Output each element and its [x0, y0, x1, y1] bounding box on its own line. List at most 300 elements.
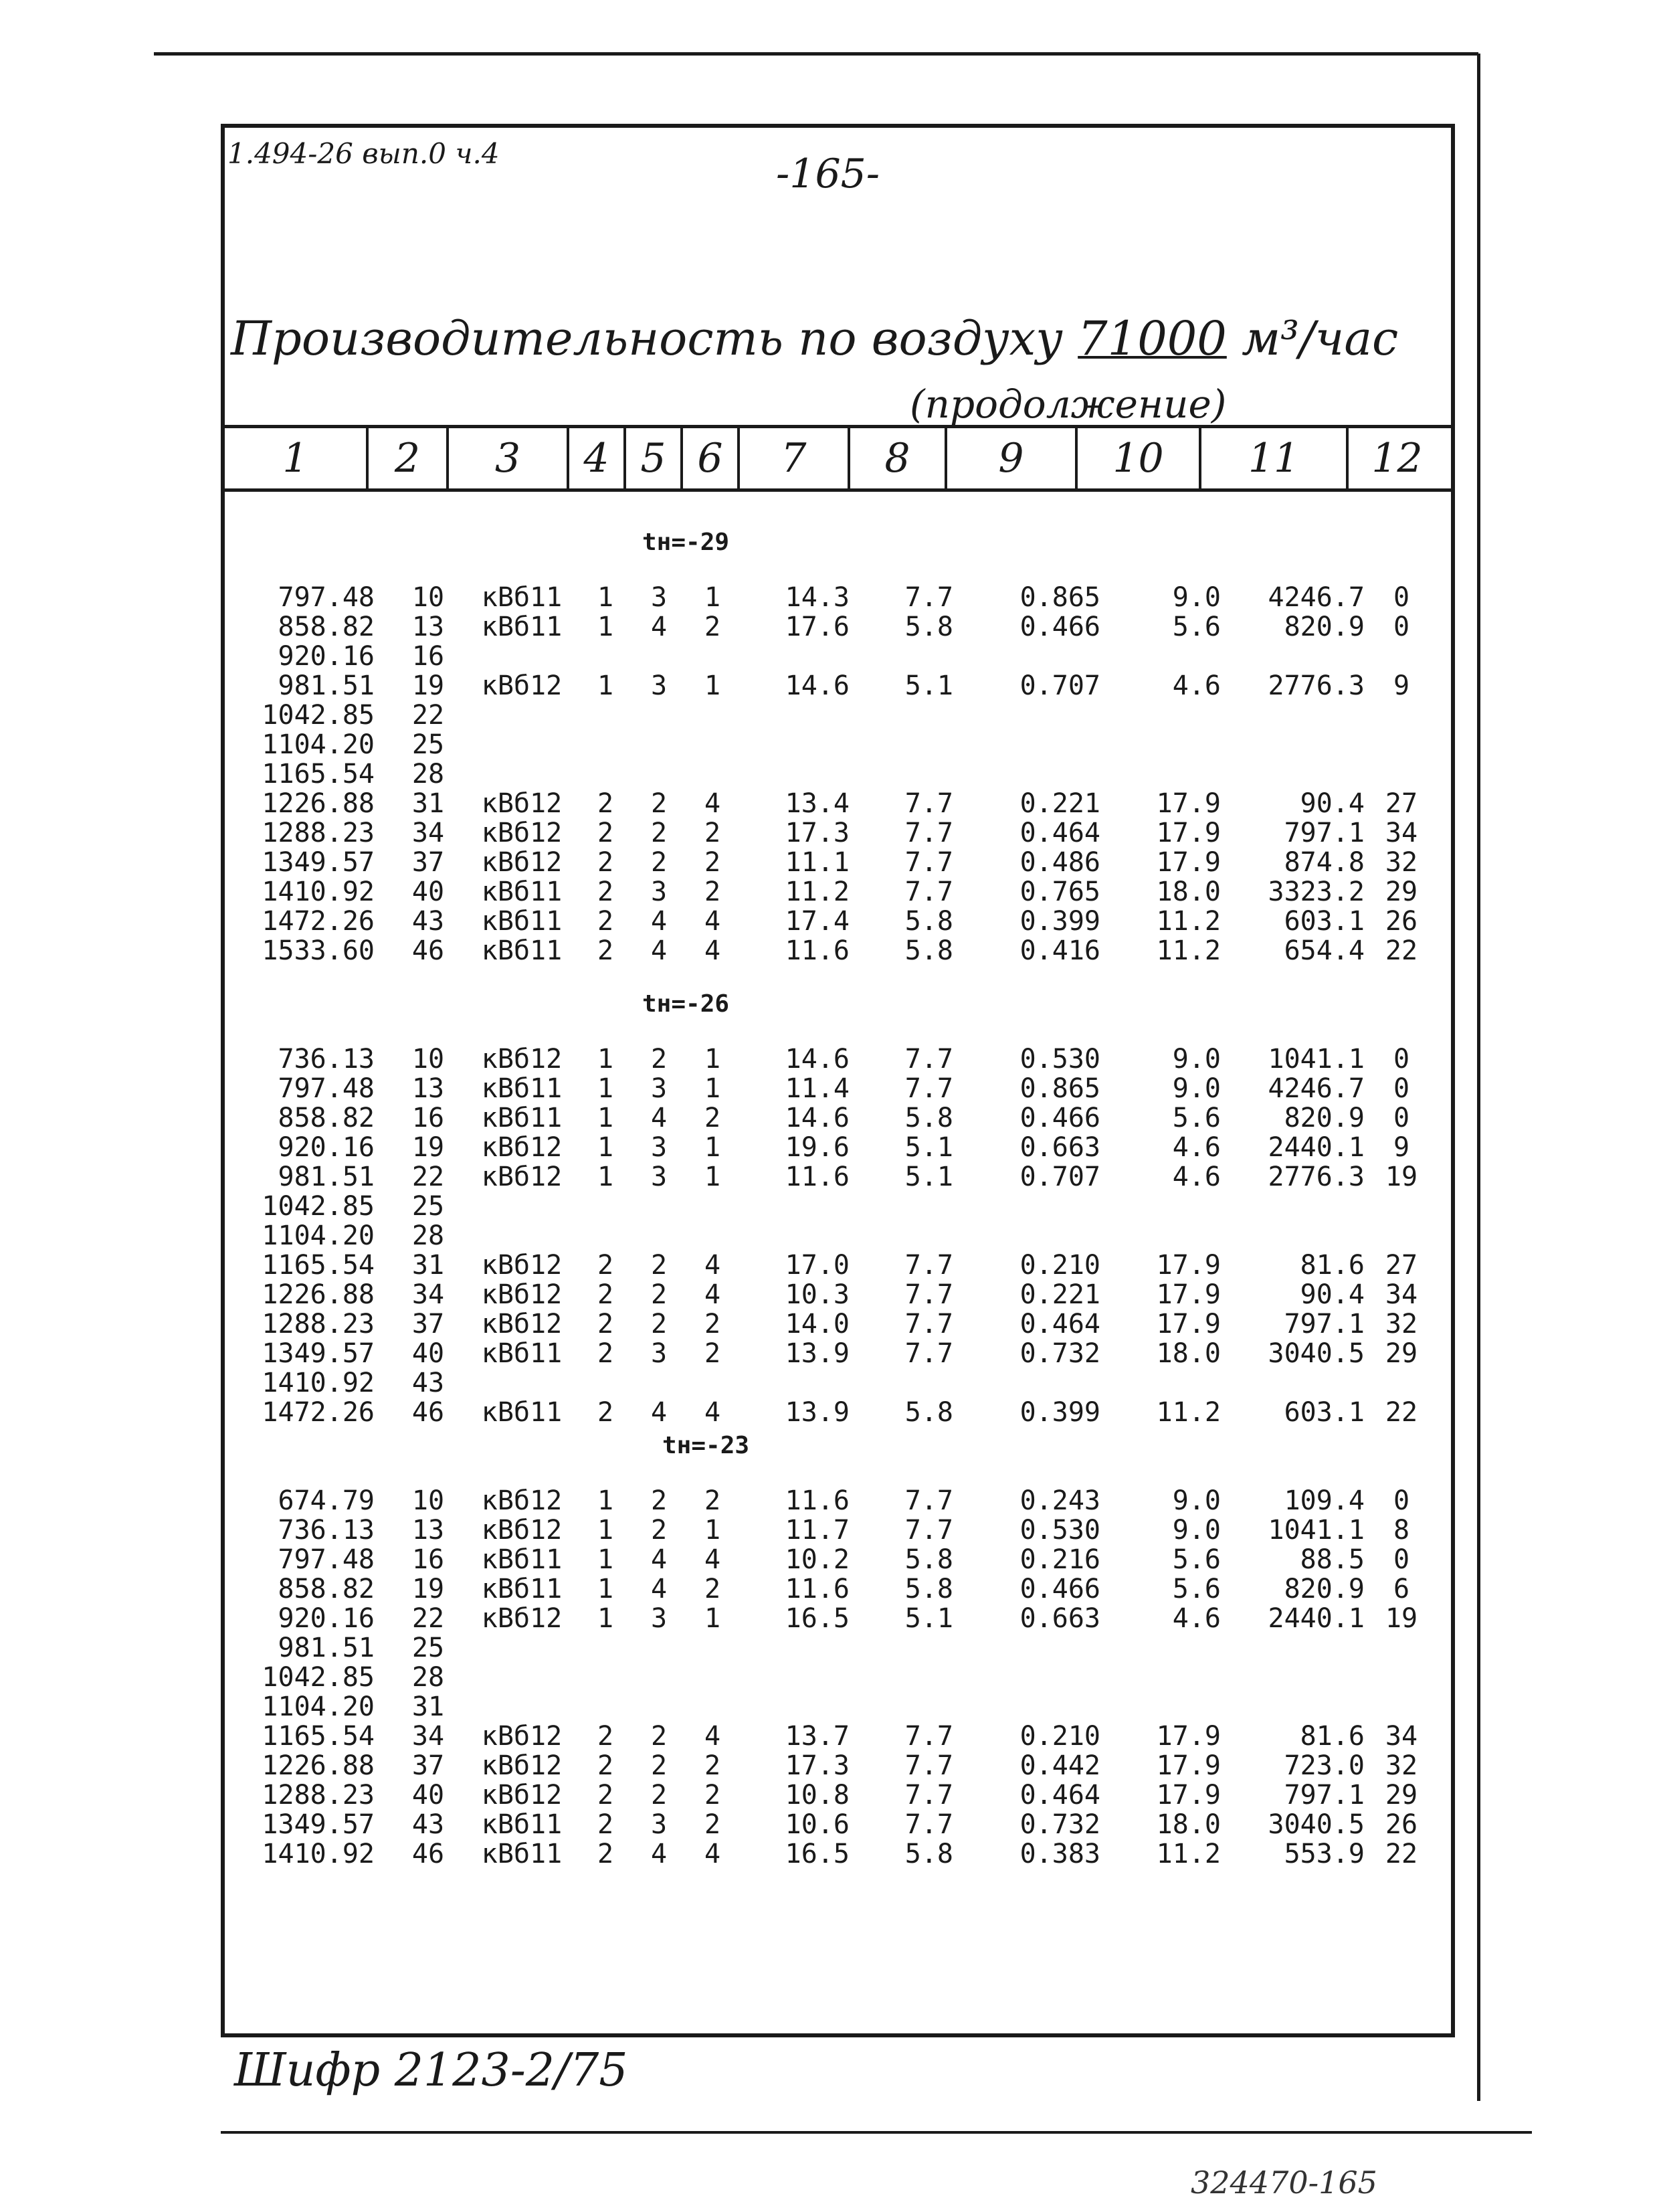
cell-col-8: 7.7	[904, 1780, 953, 1811]
cell-col-6: 4	[704, 1279, 721, 1310]
cell-col-11: 4246.7	[1268, 582, 1365, 613]
cell-col-2: 28	[411, 1220, 445, 1251]
cell-col-10: 17.9	[1156, 818, 1221, 848]
cell-col-5: 4	[650, 935, 668, 966]
cell-col-1: 1472.26	[262, 1397, 375, 1428]
cell-col-7: 11.7	[785, 1515, 850, 1546]
cell-col-9: 0.464	[1019, 818, 1100, 848]
cell-col-4: 1	[597, 1544, 614, 1575]
cell-col-10: 18.0	[1156, 877, 1221, 907]
cell-col-7: 11.6	[785, 935, 850, 966]
table-row	[0, 1809, 1659, 1839]
column-header-1: 1	[225, 428, 369, 488]
cell-col-12: 8	[1393, 1515, 1410, 1546]
cell-col-12: 26	[1385, 906, 1418, 937]
cell-col-3: кВб12	[481, 788, 563, 819]
cell-col-8: 7.7	[904, 1809, 953, 1840]
cell-col-2: 40	[411, 877, 445, 907]
cell-col-10: 17.9	[1156, 1250, 1221, 1281]
cell-col-6: 4	[704, 1721, 721, 1752]
cell-col-12: 19	[1385, 1603, 1418, 1634]
bottom-edge-line	[221, 2131, 1532, 2134]
table-row	[0, 759, 1659, 788]
table-row	[0, 700, 1659, 729]
table-row	[0, 1220, 1659, 1250]
table-row	[0, 729, 1659, 759]
cell-col-6: 2	[704, 877, 721, 907]
cell-col-5: 3	[650, 1809, 668, 1840]
cell-col-7: 11.6	[785, 1162, 850, 1192]
cell-col-9: 0.416	[1019, 935, 1100, 966]
cell-col-5: 2	[650, 1721, 668, 1752]
cell-col-11: 820.9	[1284, 612, 1365, 642]
cell-col-10: 11.2	[1156, 906, 1221, 937]
cell-col-8: 5.1	[904, 670, 953, 701]
cell-col-12: 32	[1385, 1309, 1418, 1340]
table-row	[0, 1721, 1659, 1750]
cell-col-1: 1349.57	[262, 1809, 375, 1840]
cell-col-6: 2	[704, 818, 721, 848]
cell-col-6: 2	[704, 612, 721, 642]
cell-col-4: 2	[597, 877, 614, 907]
cell-col-1: 1104.20	[262, 1691, 375, 1722]
column-header-row	[225, 425, 1451, 492]
cell-col-8: 5.8	[904, 1839, 953, 1869]
cell-col-9: 0.243	[1019, 1485, 1100, 1516]
cell-col-4: 1	[597, 582, 614, 613]
cell-col-7: 13.4	[785, 788, 850, 819]
cell-col-7: 17.3	[785, 818, 850, 848]
cell-col-12: 27	[1385, 788, 1418, 819]
table-row	[0, 1250, 1659, 1279]
footer-code: Шифр 2123-2/75	[234, 2044, 628, 2097]
cell-col-3: кВб12	[481, 1162, 563, 1192]
table-title	[231, 311, 1398, 366]
cell-col-1: 736.13	[278, 1515, 375, 1546]
cell-col-1: 797.48	[278, 1544, 375, 1575]
cell-col-3: кВб11	[481, 935, 563, 966]
cell-col-1: 1288.23	[262, 818, 375, 848]
cell-col-12: 6	[1393, 1574, 1410, 1604]
cell-col-9: 0.399	[1019, 1397, 1100, 1428]
cell-col-8: 7.7	[904, 582, 953, 613]
cell-col-1: 1410.92	[262, 1839, 375, 1869]
title-value: 71000	[1078, 311, 1227, 366]
cell-col-10: 4.6	[1172, 1132, 1221, 1163]
cell-col-9: 0.466	[1019, 612, 1100, 642]
cell-col-12: 0	[1393, 612, 1410, 642]
column-header-7: 7	[740, 428, 850, 488]
cell-col-4: 2	[597, 847, 614, 878]
cell-col-3: кВб11	[481, 582, 563, 613]
cell-col-12: 29	[1385, 1338, 1418, 1369]
cell-col-10: 4.6	[1172, 1603, 1221, 1634]
cell-col-2: 13	[411, 612, 445, 642]
cell-col-4: 2	[597, 935, 614, 966]
cell-col-12: 32	[1385, 847, 1418, 878]
table-row	[0, 1368, 1659, 1397]
cell-col-1: 1042.85	[262, 1191, 375, 1222]
table-row	[0, 1309, 1659, 1338]
cell-col-2: 28	[411, 1662, 445, 1693]
cell-col-1: 858.82	[278, 612, 375, 642]
cell-col-7: 10.2	[785, 1544, 850, 1575]
cell-col-6: 4	[704, 1250, 721, 1281]
cell-col-3: кВб11	[481, 1338, 563, 1369]
cell-col-10: 9.0	[1172, 1485, 1221, 1516]
table-row	[0, 1279, 1659, 1309]
cell-col-7: 14.0	[785, 1309, 850, 1340]
cell-col-12: 0	[1393, 1485, 1410, 1516]
cell-col-2: 13	[411, 1515, 445, 1546]
cell-col-8: 7.7	[904, 1750, 953, 1781]
cell-col-8: 7.7	[904, 1485, 953, 1516]
cell-col-8: 7.7	[904, 1279, 953, 1310]
cell-col-12: 9	[1393, 1132, 1410, 1163]
column-header-10: 10	[1078, 428, 1201, 488]
cell-col-10: 11.2	[1156, 935, 1221, 966]
cell-col-3: кВб12	[481, 1603, 563, 1634]
cell-col-7: 11.2	[785, 877, 850, 907]
cell-col-2: 10	[411, 582, 445, 613]
cell-col-9: 0.530	[1019, 1044, 1100, 1075]
cell-col-1: 797.48	[278, 582, 375, 613]
table-row	[0, 1750, 1659, 1780]
cell-col-4: 2	[597, 1279, 614, 1310]
cell-col-7: 13.9	[785, 1338, 850, 1369]
cell-col-11: 90.4	[1300, 1279, 1365, 1310]
page-number: -165-	[776, 151, 880, 197]
cell-col-7: 16.5	[785, 1603, 850, 1634]
cell-col-11: 1041.1	[1268, 1515, 1365, 1546]
cell-col-2: 16	[411, 641, 445, 672]
table-row	[0, 670, 1659, 700]
table-row	[0, 1839, 1659, 1868]
cell-col-9: 0.216	[1019, 1544, 1100, 1575]
cell-col-2: 10	[411, 1044, 445, 1075]
archive-stamp: 324470-165	[1191, 2164, 1377, 2201]
cell-col-8: 7.7	[904, 1044, 953, 1075]
cell-col-4: 1	[597, 612, 614, 642]
table-row	[0, 877, 1659, 906]
cell-col-4: 2	[597, 1397, 614, 1428]
cell-col-11: 723.0	[1284, 1750, 1365, 1781]
table-row	[0, 1073, 1659, 1103]
cell-col-10: 18.0	[1156, 1809, 1221, 1840]
cell-col-8: 7.7	[904, 818, 953, 848]
cell-col-11: 4246.7	[1268, 1073, 1365, 1104]
cell-col-5: 3	[650, 670, 668, 701]
cell-col-6: 2	[704, 847, 721, 878]
cell-col-2: 25	[411, 1191, 445, 1222]
cell-col-10: 17.9	[1156, 847, 1221, 878]
table-row	[0, 847, 1659, 877]
cell-col-10: 11.2	[1156, 1839, 1221, 1869]
cell-col-8: 7.7	[904, 788, 953, 819]
column-header-6: 6	[683, 428, 740, 488]
cell-col-1: 920.16	[278, 1603, 375, 1634]
cell-col-3: кВб12	[481, 1279, 563, 1310]
cell-col-5: 3	[650, 1073, 668, 1104]
cell-col-1: 1288.23	[262, 1780, 375, 1811]
cell-col-1: 981.51	[278, 670, 375, 701]
cell-col-11: 3323.2	[1268, 877, 1365, 907]
cell-col-5: 2	[650, 1485, 668, 1516]
cell-col-3: кВб11	[481, 1397, 563, 1428]
cell-col-7: 14.6	[785, 670, 850, 701]
cell-col-9: 0.732	[1019, 1338, 1100, 1369]
cell-col-12: 0	[1393, 1544, 1410, 1575]
cell-col-1: 1349.57	[262, 1338, 375, 1369]
cell-col-7: 14.6	[785, 1103, 850, 1133]
cell-col-11: 3040.5	[1268, 1809, 1365, 1840]
cell-col-2: 13	[411, 1073, 445, 1104]
cell-col-10: 4.6	[1172, 670, 1221, 701]
cell-col-5: 3	[650, 1162, 668, 1192]
cell-col-5: 4	[650, 1103, 668, 1133]
cell-col-12: 22	[1385, 1839, 1418, 1869]
cell-col-6: 2	[704, 1809, 721, 1840]
cell-col-12: 0	[1393, 582, 1410, 613]
table-row	[0, 1191, 1659, 1220]
cell-col-1: 1042.85	[262, 700, 375, 731]
cell-col-2: 22	[411, 1162, 445, 1192]
cell-col-1: 1349.57	[262, 847, 375, 878]
cell-col-5: 2	[650, 1250, 668, 1281]
cell-col-4: 2	[597, 1809, 614, 1840]
cell-col-7: 11.6	[785, 1485, 850, 1516]
cell-col-1: 981.51	[278, 1162, 375, 1192]
cell-col-7: 17.3	[785, 1750, 850, 1781]
cell-col-1: 1472.26	[262, 906, 375, 937]
cell-col-5: 2	[650, 1750, 668, 1781]
cell-col-8: 5.8	[904, 1574, 953, 1604]
cell-col-2: 31	[411, 1250, 445, 1281]
cell-col-2: 22	[411, 700, 445, 731]
cell-col-3: кВб12	[481, 670, 563, 701]
cell-col-8: 7.7	[904, 1338, 953, 1369]
cell-col-2: 46	[411, 1397, 445, 1428]
table-row	[0, 612, 1659, 641]
cell-col-4: 2	[597, 1750, 614, 1781]
cell-col-6: 2	[704, 1780, 721, 1811]
cell-col-10: 9.0	[1172, 1044, 1221, 1075]
cell-col-8: 5.8	[904, 1397, 953, 1428]
cell-col-12: 34	[1385, 1279, 1418, 1310]
cell-col-2: 34	[411, 1279, 445, 1310]
cell-col-10: 17.9	[1156, 1750, 1221, 1781]
cell-col-2: 43	[411, 1368, 445, 1398]
cell-col-8: 7.7	[904, 847, 953, 878]
cell-col-5: 2	[650, 1780, 668, 1811]
cell-col-2: 25	[411, 729, 445, 760]
cell-col-5: 4	[650, 612, 668, 642]
cell-col-4: 2	[597, 1721, 614, 1752]
cell-col-1: 858.82	[278, 1574, 375, 1604]
cell-col-2: 22	[411, 1603, 445, 1634]
cell-col-3: кВб12	[481, 1309, 563, 1340]
cell-col-11: 2440.1	[1268, 1603, 1365, 1634]
cell-col-7: 14.3	[785, 582, 850, 613]
cell-col-1: 1226.88	[262, 1279, 375, 1310]
cell-col-1: 981.51	[278, 1633, 375, 1663]
cell-col-4: 2	[597, 1839, 614, 1869]
cell-col-10: 17.9	[1156, 1279, 1221, 1310]
cell-col-2: 43	[411, 906, 445, 937]
cell-col-4: 1	[597, 670, 614, 701]
cell-col-3: кВб12	[481, 1515, 563, 1546]
cell-col-3: кВб11	[481, 612, 563, 642]
cell-col-7: 11.6	[785, 1574, 850, 1604]
cell-col-10: 9.0	[1172, 1515, 1221, 1546]
cell-col-12: 27	[1385, 1250, 1418, 1281]
cell-col-4: 1	[597, 1162, 614, 1192]
table-row	[0, 1662, 1659, 1691]
cell-col-3: кВб11	[481, 1809, 563, 1840]
cell-col-6: 1	[704, 582, 721, 613]
cell-col-9: 0.765	[1019, 877, 1100, 907]
cell-col-2: 16	[411, 1544, 445, 1575]
cell-col-8: 5.8	[904, 1103, 953, 1133]
cell-col-6: 4	[704, 1839, 721, 1869]
table-row	[0, 1485, 1659, 1515]
cell-col-1: 1165.54	[262, 759, 375, 790]
cell-col-7: 13.9	[785, 1397, 850, 1428]
cell-col-2: 37	[411, 1309, 445, 1340]
cell-col-7: 17.6	[785, 612, 850, 642]
cell-col-1: 674.79	[278, 1485, 375, 1516]
cell-col-3: кВб11	[481, 1544, 563, 1575]
cell-col-5: 4	[650, 1839, 668, 1869]
cell-col-9: 0.707	[1019, 1162, 1100, 1192]
cell-col-8: 5.1	[904, 1162, 953, 1192]
cell-col-9: 0.210	[1019, 1721, 1100, 1752]
cell-col-10: 5.6	[1172, 1544, 1221, 1575]
cell-col-8: 5.8	[904, 1544, 953, 1575]
cell-col-11: 797.1	[1284, 1309, 1365, 1340]
cell-col-6: 4	[704, 788, 721, 819]
cell-col-11: 797.1	[1284, 1780, 1365, 1811]
cell-col-3: кВб11	[481, 877, 563, 907]
cell-col-3: кВб12	[481, 1750, 563, 1781]
table-row	[0, 1515, 1659, 1544]
cell-col-7: 10.8	[785, 1780, 850, 1811]
cell-col-9: 0.530	[1019, 1515, 1100, 1546]
cell-col-2: 31	[411, 1691, 445, 1722]
table-row	[0, 641, 1659, 670]
table-row	[0, 1574, 1659, 1603]
cell-col-10: 17.9	[1156, 1309, 1221, 1340]
cell-col-3: кВб11	[481, 1103, 563, 1133]
column-header-5: 5	[626, 428, 683, 488]
cell-col-6: 2	[704, 1485, 721, 1516]
cell-col-8: 5.8	[904, 935, 953, 966]
cell-col-4: 1	[597, 1515, 614, 1546]
cell-col-11: 81.6	[1300, 1250, 1365, 1281]
cell-col-4: 1	[597, 1603, 614, 1634]
cell-col-6: 1	[704, 1132, 721, 1163]
cell-col-10: 18.0	[1156, 1338, 1221, 1369]
cell-col-4: 2	[597, 1338, 614, 1369]
cell-col-8: 5.1	[904, 1132, 953, 1163]
cell-col-9: 0.399	[1019, 906, 1100, 937]
cell-col-3: кВб12	[481, 818, 563, 848]
table-row	[0, 1397, 1659, 1426]
cell-col-6: 2	[704, 1574, 721, 1604]
cell-col-12: 34	[1385, 818, 1418, 848]
cell-col-1: 1410.92	[262, 877, 375, 907]
cell-col-5: 2	[650, 788, 668, 819]
table-row	[0, 1044, 1659, 1073]
cell-col-6: 4	[704, 1397, 721, 1428]
cell-col-2: 34	[411, 818, 445, 848]
cell-col-8: 7.7	[904, 877, 953, 907]
cell-col-3: кВб12	[481, 1780, 563, 1811]
cell-col-5: 3	[650, 877, 668, 907]
table-row	[0, 1103, 1659, 1132]
cell-col-1: 1226.88	[262, 1750, 375, 1781]
cell-col-3: кВб12	[481, 1721, 563, 1752]
cell-col-12: 0	[1393, 1103, 1410, 1133]
cell-col-11: 2440.1	[1268, 1132, 1365, 1163]
cell-col-1: 858.82	[278, 1103, 375, 1133]
cell-col-8: 7.7	[904, 1515, 953, 1546]
cell-col-2: 31	[411, 788, 445, 819]
cell-col-2: 19	[411, 1132, 445, 1163]
table-row	[0, 935, 1659, 965]
cell-col-7: 17.0	[785, 1250, 850, 1281]
cell-col-6: 2	[704, 1338, 721, 1369]
cell-col-8: 5.8	[904, 906, 953, 937]
cell-col-2: 19	[411, 1574, 445, 1604]
cell-col-5: 3	[650, 1132, 668, 1163]
cell-col-1: 1104.20	[262, 1220, 375, 1251]
cell-col-3: кВб12	[481, 1132, 563, 1163]
cell-col-11: 88.5	[1300, 1544, 1365, 1575]
cell-col-10: 9.0	[1172, 582, 1221, 613]
table-row	[0, 582, 1659, 612]
section-label: tн=-23	[662, 1432, 750, 1459]
cell-col-8: 5.8	[904, 612, 953, 642]
cell-col-9: 0.865	[1019, 582, 1100, 613]
cell-col-4: 2	[597, 1780, 614, 1811]
cell-col-10: 5.6	[1172, 1103, 1221, 1133]
cell-col-9: 0.464	[1019, 1780, 1100, 1811]
column-header-3: 3	[449, 428, 569, 488]
cell-col-6: 1	[704, 1603, 721, 1634]
cell-col-1: 1533.60	[262, 935, 375, 966]
cell-col-2: 19	[411, 670, 445, 701]
title-unit: м³/час	[1242, 311, 1399, 366]
cell-col-12: 29	[1385, 1780, 1418, 1811]
cell-col-9: 0.442	[1019, 1750, 1100, 1781]
table-row	[0, 1603, 1659, 1633]
cell-col-5: 2	[650, 1044, 668, 1075]
cell-col-1: 920.16	[278, 641, 375, 672]
table-row	[0, 1633, 1659, 1662]
cell-col-1: 1410.92	[262, 1368, 375, 1398]
cell-col-4: 2	[597, 906, 614, 937]
cell-col-12: 9	[1393, 670, 1410, 701]
cell-col-10: 5.6	[1172, 612, 1221, 642]
cell-col-10: 11.2	[1156, 1397, 1221, 1428]
cell-col-7: 13.7	[785, 1721, 850, 1752]
cell-col-2: 16	[411, 1103, 445, 1133]
table-row	[0, 1544, 1659, 1574]
cell-col-1: 1288.23	[262, 1309, 375, 1340]
cell-col-4: 2	[597, 1309, 614, 1340]
cell-col-2: 25	[411, 1633, 445, 1663]
